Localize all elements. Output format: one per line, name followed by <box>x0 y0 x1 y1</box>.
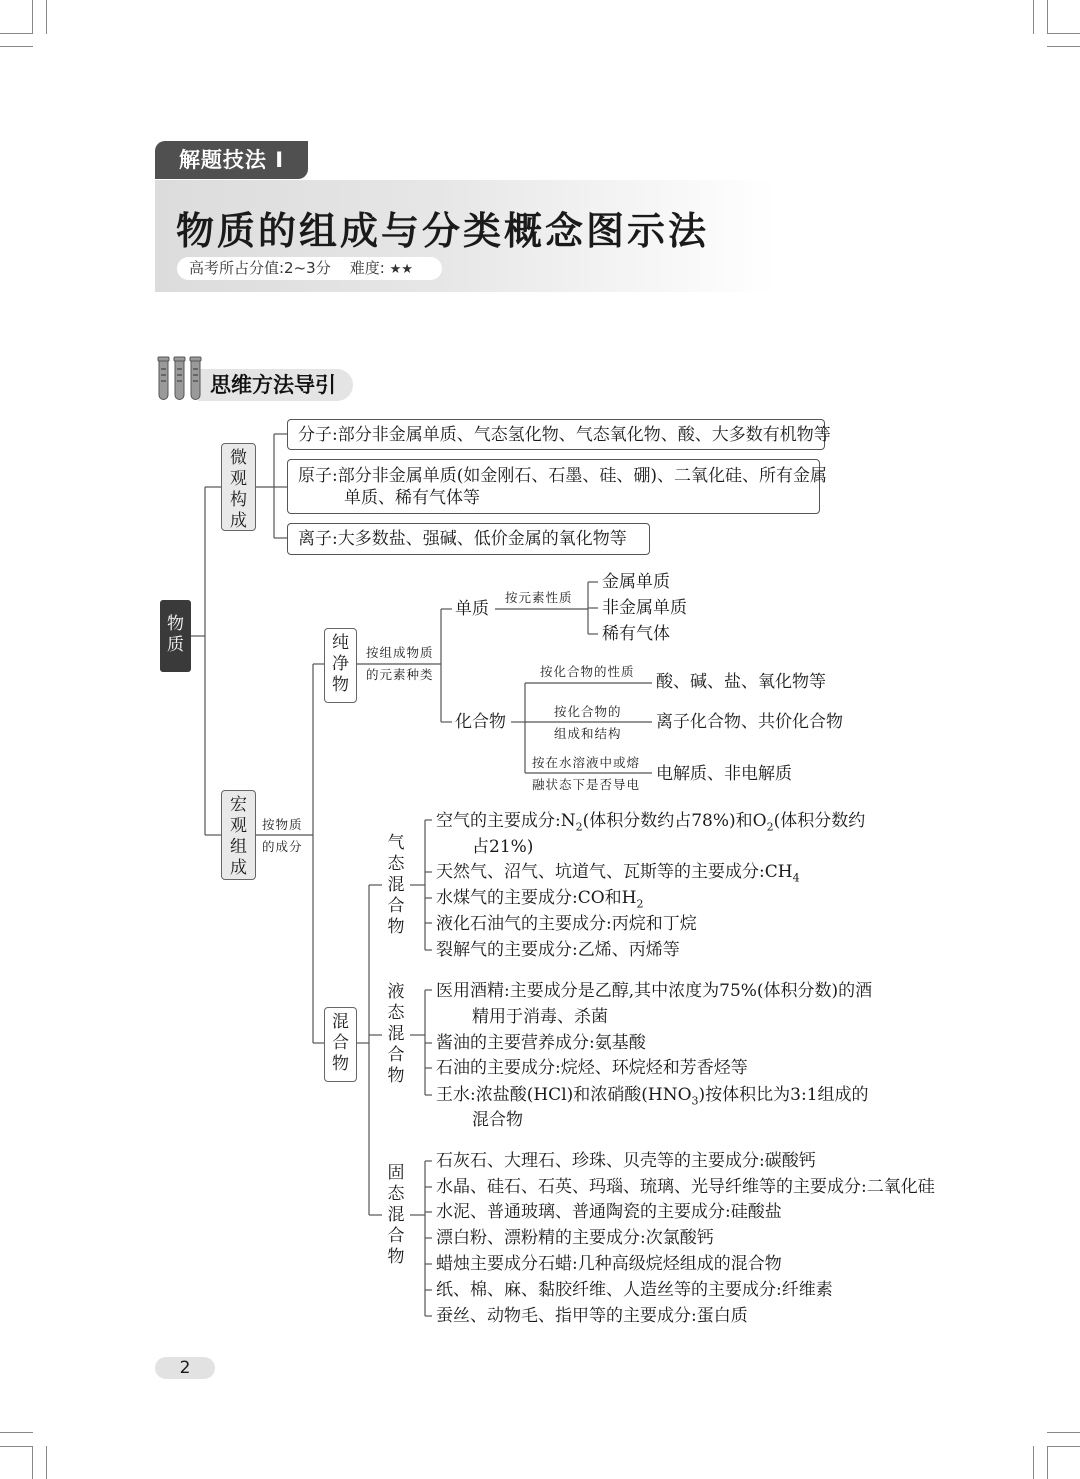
molecule-text: 分子:部分非金属单质、气态氢化物、气态氧化物、酸、大多数有机物等 <box>298 425 831 445</box>
liquid-item: 石油的主要成分:烷烃、环烷烃和芳香烃等 <box>436 1058 748 1078</box>
compound-result-1: 酸、碱、盐、氧化物等 <box>656 672 826 692</box>
liquid-item: 酱油的主要营养成分:氨基酸 <box>436 1033 646 1053</box>
macro-composition-label: 宏观组成 <box>230 795 247 878</box>
difficulty-stars: ★★ <box>389 262 413 277</box>
element-item: 金属单质 <box>602 572 670 592</box>
ion-text: 离子:大多数盐、强碱、低价金属的氧化物等 <box>298 529 627 549</box>
solid-item: 水泥、普通玻璃、普通陶瓷的主要成分:硅酸盐 <box>436 1202 782 1222</box>
gas-item: 天然气、沼气、坑道气、瓦斯等的主要成分$:CH_4$ <box>436 862 800 885</box>
pure-substance-label: 纯净物 <box>332 633 349 695</box>
compound-criterion-3: 融状态下是否导电 <box>532 777 641 792</box>
mixture-label: 混合物 <box>332 1012 349 1074</box>
section-title: 思维方法导引 <box>210 373 336 397</box>
solid-item: 纸、棉、麻、黏胶纤维、人造丝等的主要成分:纤维素 <box>436 1280 833 1300</box>
pure-criterion-line2: 的元素种类 <box>366 667 434 682</box>
micro-composition-label: 微观构成 <box>230 448 247 531</box>
compound-criterion-2: 按化合物的 <box>554 704 622 719</box>
macro-criterion-line1: 按物质 <box>262 817 303 832</box>
gas-item: 水煤气的主要成分:CO和$H_2$ <box>436 888 644 911</box>
liquid-item: 王水:浓盐酸(HCl)和浓硝酸$(HNO_3)$按体积比为3:1组成的 <box>436 1085 869 1108</box>
page-number: 2 <box>155 1357 215 1379</box>
macro-criterion-line2: 的成分 <box>262 839 303 854</box>
liquid-item: 医用酒精:主要成分是乙醇,其中浓度为75%(体积分数)的酒 <box>436 981 873 1001</box>
gas-mixture-label: 气态混合物 <box>387 833 405 937</box>
mixture-node <box>324 1007 357 1082</box>
solid-item: 蜡烛主要成分石蜡:几种高级烷烃组成的混合物 <box>436 1254 782 1274</box>
solid-item: 漂白粉、漂粉精的主要成分:次氯酸钙 <box>436 1228 714 1248</box>
compound-node: 化合物 <box>455 712 506 732</box>
element-criterion: 按元素性质 <box>505 590 573 605</box>
element-item: 稀有气体 <box>602 624 670 644</box>
pure-criterion-line1: 按组成物质 <box>366 645 434 660</box>
atom-text-line2: 单质、稀有气体等 <box>344 488 480 508</box>
compound-result-2: 离子化合物、共价化合物 <box>656 712 843 732</box>
technique-tag: 解题技法 I <box>155 141 308 179</box>
ion-box <box>287 523 650 555</box>
atom-box <box>287 459 827 514</box>
compound-criterion-1: 按化合物的性质 <box>540 664 635 679</box>
solid-mixture-label: 固态混合物 <box>387 1163 405 1267</box>
compound-result-3: 电解质、非电解质 <box>656 764 792 784</box>
element-node: 单质 <box>455 599 489 619</box>
liquid-item-cont: 精用于消毒、杀菌 <box>472 1007 608 1027</box>
solid-item: 水晶、硅石、石英、玛瑙、琉璃、光导纤维等的主要成分:二氧化硅 <box>436 1177 935 1197</box>
atom-text-line1: 原子:部分非金属单质(如金刚石、石墨、硅、硼)、二氧化硅、所有金属 <box>298 466 827 486</box>
compound-criterion-3: 按在水溶液中或熔 <box>532 755 641 770</box>
liquid-item-cont: 混合物 <box>472 1110 523 1130</box>
score-label: 高考所占分值:2~3分 <box>189 259 331 277</box>
gas-item: 液化石油气的主要成分:丙烷和丁烷 <box>436 914 697 934</box>
root-node-matter: 物质 <box>160 600 191 672</box>
gas-item-cont: 占21%) <box>472 837 534 857</box>
liquid-mixture-label: 液态混合物 <box>387 982 405 1086</box>
molecule-box <box>287 419 831 450</box>
element-item: 非金属单质 <box>602 598 687 618</box>
page-title: 物质的组成与分类概念图示法 <box>176 209 710 253</box>
gas-item: 裂解气的主要成分:乙烯、丙烯等 <box>436 940 680 960</box>
macro-composition-node <box>221 790 256 880</box>
solid-item: 石灰石、大理石、珍珠、贝壳等的主要成分:碳酸钙 <box>436 1151 816 1171</box>
micro-composition-node <box>221 443 256 531</box>
difficulty-label: 难度: <box>349 259 385 277</box>
gas-item: 空气的主要成分$:N_2$(体积分数约占78%)和$O_2$(体积分数约 <box>436 811 866 834</box>
compound-criterion-2: 组成和结构 <box>554 726 622 741</box>
solid-item: 蚕丝、动物毛、指甲等的主要成分:蛋白质 <box>436 1306 748 1326</box>
pure-substance-node <box>324 628 357 703</box>
